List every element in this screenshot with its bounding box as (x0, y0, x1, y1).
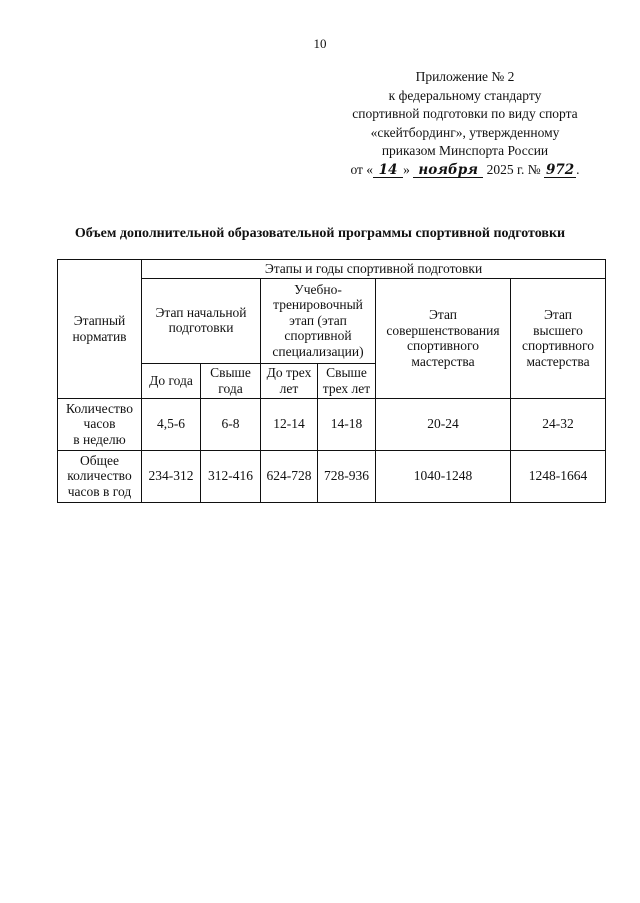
table-cell: 234-312 (142, 450, 201, 502)
header-norm: Этапный норматив (58, 260, 142, 399)
table-cell: 1040-1248 (376, 450, 511, 502)
header-over-year: Свыше года (201, 363, 261, 398)
date-year: 2025 г. № (486, 161, 541, 177)
page-number: 10 (313, 36, 327, 51)
appendix-line-1: Приложение № 2 (415, 69, 515, 84)
appendix-line-4: «скейтбординг», утвержденному (370, 124, 560, 140)
appendix-line-3: спортивной подготовки по виду спорта (352, 106, 578, 121)
table-cell: 4,5-6 (142, 398, 201, 450)
table-row (58, 450, 606, 502)
table-row (58, 398, 606, 450)
date-suffix: . (576, 161, 580, 177)
row-label-hours-week: Количество часов в неделю (58, 398, 142, 450)
header-up-to-three-years: До трех лет (261, 363, 318, 398)
document-title: Объем дополнительной образовательной программы спортивной подготовки (74, 226, 566, 241)
date-day: 14 (373, 163, 403, 178)
table-cell: 312-416 (201, 450, 261, 502)
appendix-date-line (330, 161, 600, 180)
table-cell: 728-936 (318, 450, 376, 502)
header-stages-years: Этапы и годы спортивной подготовки (142, 260, 606, 279)
header-over-three-years: Свыше трех лет (318, 363, 376, 398)
header-stage-training: Учебно- тренировочный этап (этап спортивной специализации) (261, 278, 376, 363)
header-stage-initial: Этап начальной подготовки (142, 278, 261, 363)
table-cell: 12-14 (261, 398, 318, 450)
date-month: ноября (413, 163, 483, 178)
date-mid: » (403, 161, 410, 177)
date-number: 972 (545, 161, 575, 178)
header-up-to-year: До года (142, 363, 201, 398)
table-cell: 20-24 (376, 398, 511, 450)
appendix-line-5: приказом Минспорта России (381, 143, 549, 158)
row-label-hours-year: Общее количество часов в год (58, 450, 142, 502)
date-prefix: от « (350, 161, 374, 177)
table-cell: 1248-1664 (511, 450, 606, 502)
norms-table (57, 259, 606, 503)
header-stage-higher: Этап высшего спортивного мастерства (511, 278, 606, 398)
appendix-line-2: к федеральному стандарту (388, 87, 542, 103)
table-cell: 24-32 (511, 398, 606, 450)
table-cell: 6-8 (201, 398, 261, 450)
table-cell: 14-18 (318, 398, 376, 450)
appendix-block (330, 68, 600, 179)
table-cell: 624-728 (261, 450, 318, 502)
header-stage-improvement: Этап совершенствования спортивного мастерства (376, 278, 511, 398)
